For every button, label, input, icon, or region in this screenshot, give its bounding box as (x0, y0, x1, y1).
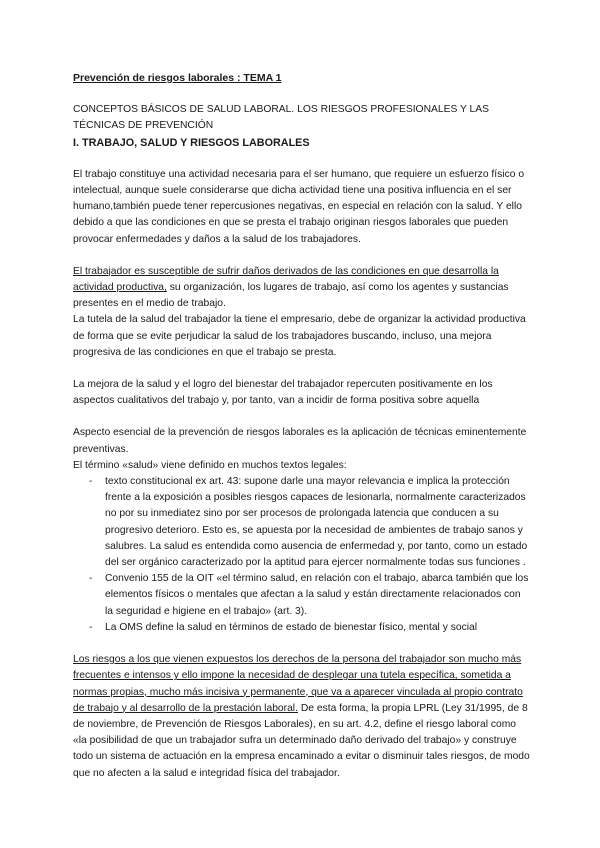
list-dash: - (89, 573, 93, 585)
subtitle-line-2: TÉCNICAS DE PREVENCIÓN (73, 120, 214, 132)
list-dash: - (89, 621, 93, 633)
list-item (73, 620, 531, 636)
subtitle-line-1: CONCEPTOS BÁSICOS DE SALUD LABORAL. LOS RIESGOS PROFESIONALES Y LAS (73, 104, 490, 116)
paragraph-3: La tutela de la salud del trabajador la tiene el empresario, debe de organizar la actividad productiva de forma que se evite perjudicar la salud de los trabajadores buscando, incluso, una mejora progresiva de las condiciones en que el trabajo se presta. (73, 314, 526, 358)
list-item (73, 474, 531, 571)
paragraph-5: Aspecto esencial de la prevención de riesgos laborales es la aplicación de técnicas eminentemente preventivas. (73, 427, 527, 455)
paragraph-2 (73, 264, 531, 313)
document-title: Prevención de riesgos laborales : TEMA 1 (73, 72, 282, 84)
paragraph-1: El trabajo constituye una actividad necesaria para el ser humano, que requiere un esfuerzo físico o intelectual, aunque suele considerarse que dicha actividad tiene una positiva influencia en el ser humano,también puede tener repercusiones negativas, en especial en relación con la salud. Y ello debido a que las condiciones en que se presta el trabajo originan riesgos laborales que pueden provocar enfermedades y daños a la salud de los trabajadores. (73, 168, 525, 245)
paragraph-7-rest: De esta forma, la propia LPRL (Ley 31/1995, de 8 de noviembre, de Prevención de Riesgos Laborales), en su art. 4.2, define el riesgo laboral como «la posibilidad de que un trabajador sufra un determinado daño derivado del trabajo» y construye todo un sistema de actuación en la empresa encaminado a evitar o disminuir tales riesgos, de modo que no afecten a la salud e integridad física del trabajador. (73, 702, 530, 779)
list-item-text: La OMS define la salud en términos de estado de bienestar físico, mental y social (105, 621, 478, 633)
paragraph-2-rest: su organización, los lugares de trabajo, así como los agentes y sustancias presentes en el medio de trabajo. (73, 282, 509, 310)
paragraph-6: El término «salud» viene definido en muchos textos legales: (73, 459, 347, 471)
paragraph-4: La mejora de la salud y el logro del bienestar del trabajador repercuten positivamente en los aspectos cualitativos del trabajo y, por tanto, van a incidir de forma positiva sobre aquella (73, 379, 493, 407)
definition-list (73, 474, 531, 636)
paragraph-7 (73, 652, 531, 782)
list-dash: - (89, 476, 93, 488)
section-heading: I. TRABAJO, SALUD Y RIESGOS LABORALES (73, 136, 310, 149)
list-item-text: Convenio 155 de la OIT «el término salud, en relación con el trabajo, abarca también que los elementos físicos o mentales que afectan a la salud y están directamente relacionados con la seguridad e higiene en el trabajo» (art. 3). (105, 573, 529, 617)
list-item (73, 571, 531, 620)
list-item-text: texto constitucional ex art. 43: supone darle una mayor relevancia e implica la protección frente a la exposición a posibles riesgos capaces de lesionarla, normalmente caracterizados no por su inmediatez sino por ser procesos de prolongada latencia que conducen a su progresivo deterioro. Esto es, se apuesta por la necesidad de ambientes de trabajo sanos y salubres. La salud es entendida como ausencia de enfermedad y, por tanto, como un estado del ser orgánico caracterizado por la aptitud para ejercer normalmente todas sus funciones . (105, 476, 528, 569)
paragraph-7-underlined: Los riesgos a los que vienen expuestos los derechos de la persona del trabajador son mucho más frecuentes e intensos y ello impone la necesidad de desplegar una tutela específica, sometida a normas propias, mucho más incisiva y permanente, que va a aparecer vinculada al propio contrato de trabajo y al desarrollo de la prestación laboral. (73, 654, 523, 714)
document-page (73, 70, 531, 798)
paragraph-2-underlined: El trabajador es susceptible de sufrir daños derivados de las condiciones en que desarrolla la actividad productiva, (73, 265, 499, 294)
